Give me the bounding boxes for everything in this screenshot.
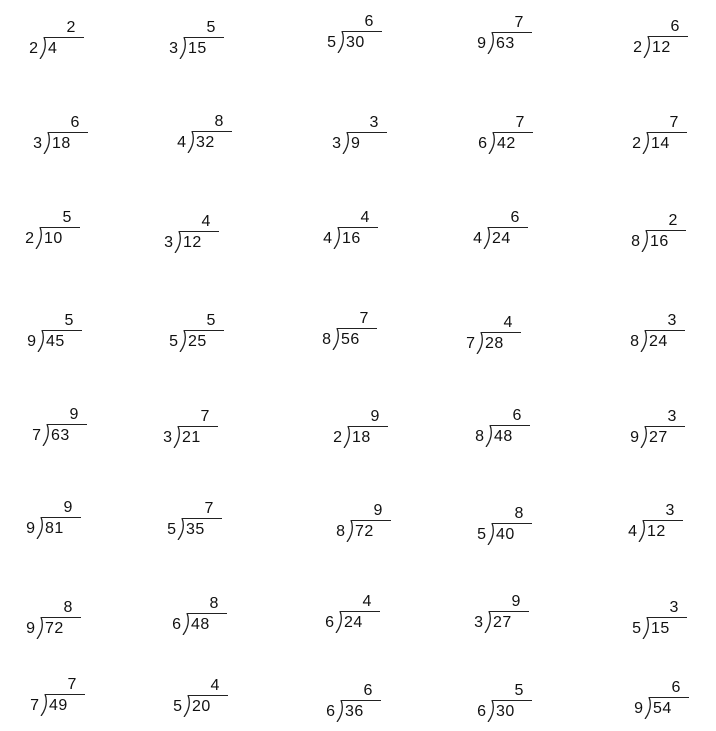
divisor: 5 — [327, 34, 336, 51]
division-problem — [473, 115, 563, 159]
divisor: 6 — [478, 135, 487, 152]
division-overline — [44, 37, 84, 38]
division-problem — [172, 114, 262, 158]
divisor: 7 — [466, 335, 475, 352]
division-problem — [469, 594, 559, 638]
division-problem — [461, 315, 551, 359]
dividend: 15 — [651, 620, 670, 637]
quotient: 4 — [201, 213, 211, 230]
division-bracket-icon — [43, 132, 52, 154]
quotient: 5 — [514, 682, 524, 699]
dividend: 28 — [485, 335, 504, 352]
division-overline — [41, 517, 81, 518]
division-overline — [337, 328, 377, 329]
division-bracket-icon — [333, 227, 342, 249]
quotient: 6 — [670, 18, 680, 35]
division-problem — [628, 19, 716, 63]
division-problem — [470, 408, 560, 452]
division-bracket-icon — [642, 132, 651, 154]
divisor: 9 — [26, 620, 35, 637]
division-bracket-icon — [484, 611, 493, 633]
division-problem — [21, 600, 111, 644]
divisor: 3 — [169, 40, 178, 57]
quotient: 8 — [214, 113, 224, 130]
division-problem — [468, 210, 558, 254]
divisor: 8 — [336, 523, 345, 540]
division-bracket-icon — [182, 613, 191, 635]
division-problem — [24, 20, 114, 64]
division-problem — [623, 503, 713, 547]
division-overline — [192, 131, 232, 132]
division-overline — [348, 426, 388, 427]
division-bracket-icon — [640, 330, 649, 352]
division-overline — [649, 697, 689, 698]
quotient: 8 — [514, 505, 524, 522]
divisor: 2 — [333, 429, 342, 446]
quotient: 3 — [667, 312, 677, 329]
division-overline — [489, 611, 529, 612]
division-overline — [492, 32, 532, 33]
division-bracket-icon — [346, 520, 355, 542]
quotient: 5 — [64, 312, 74, 329]
divisor: 7 — [30, 697, 39, 714]
divisor: 2 — [25, 230, 34, 247]
division-overline — [490, 425, 530, 426]
division-bracket-icon — [173, 426, 182, 448]
dividend: 16 — [342, 230, 361, 247]
division-overline — [351, 520, 391, 521]
quotient: 6 — [512, 407, 522, 424]
divisor: 3 — [163, 429, 172, 446]
dividend: 35 — [186, 521, 205, 538]
division-bracket-icon — [187, 131, 196, 153]
quotient: 5 — [206, 19, 216, 36]
divisor: 5 — [173, 698, 182, 715]
division-problem — [321, 683, 411, 727]
dividend: 18 — [352, 429, 371, 446]
divisor: 4 — [323, 230, 332, 247]
division-problem — [21, 500, 111, 544]
quotient: 6 — [70, 114, 80, 131]
division-problem — [625, 313, 715, 357]
divisor: 3 — [33, 135, 42, 152]
dividend: 12 — [652, 39, 671, 56]
division-overline — [643, 520, 683, 521]
quotient: 7 — [204, 500, 214, 517]
division-problem — [327, 115, 417, 159]
quotient: 7 — [359, 310, 369, 327]
dividend: 21 — [182, 429, 201, 446]
quotient: 2 — [66, 19, 76, 36]
division-overline — [40, 227, 80, 228]
divisor: 7 — [32, 427, 41, 444]
division-bracket-icon — [476, 332, 485, 354]
division-bracket-icon — [342, 132, 351, 154]
division-bracket-icon — [642, 617, 651, 639]
dividend: 81 — [45, 520, 64, 537]
division-bracket-icon — [179, 330, 188, 352]
division-bracket-icon — [335, 611, 344, 633]
division-overline — [338, 227, 378, 228]
division-bracket-icon — [36, 517, 45, 539]
dividend: 20 — [192, 698, 211, 715]
quotient: 3 — [665, 502, 675, 519]
division-overline — [646, 230, 686, 231]
division-bracket-icon — [641, 230, 650, 252]
quotient: 7 — [515, 114, 525, 131]
division-bracket-icon — [39, 37, 48, 59]
dividend: 40 — [496, 526, 515, 543]
division-overline — [647, 617, 687, 618]
division-problem — [167, 596, 257, 640]
division-problem — [317, 311, 407, 355]
quotient: 4 — [503, 314, 513, 331]
quotient: 2 — [668, 212, 678, 229]
quotient: 9 — [373, 502, 383, 519]
divisor: 6 — [477, 703, 486, 720]
dividend: 12 — [183, 234, 202, 251]
division-overline — [493, 132, 533, 133]
quotient: 9 — [69, 406, 79, 423]
division-bracket-icon — [487, 523, 496, 545]
dividend: 9 — [351, 135, 361, 152]
dividend: 36 — [345, 703, 364, 720]
division-overline — [340, 611, 380, 612]
divisor: 8 — [475, 428, 484, 445]
division-bracket-icon — [487, 32, 496, 54]
division-problem — [627, 115, 716, 159]
dividend: 25 — [188, 333, 207, 350]
division-problem — [322, 14, 412, 58]
division-overline — [42, 330, 82, 331]
quotient: 3 — [669, 599, 679, 616]
dividend: 63 — [496, 35, 515, 52]
division-overline — [188, 695, 228, 696]
division-bracket-icon — [36, 617, 45, 639]
division-problem — [27, 407, 117, 451]
division-bracket-icon — [35, 227, 44, 249]
division-problem — [331, 503, 421, 547]
quotient: 6 — [364, 13, 374, 30]
divisor: 9 — [630, 429, 639, 446]
quotient: 3 — [667, 408, 677, 425]
divisor: 8 — [631, 233, 640, 250]
quotient: 4 — [210, 677, 220, 694]
division-overline — [341, 700, 381, 701]
dividend: 27 — [493, 614, 512, 631]
division-overline — [47, 424, 87, 425]
division-bracket-icon — [485, 425, 494, 447]
division-bracket-icon — [177, 518, 186, 540]
division-overline — [48, 132, 88, 133]
dividend: 24 — [649, 333, 668, 350]
dividend: 24 — [492, 230, 511, 247]
division-problem — [320, 594, 410, 638]
dividend: 4 — [48, 40, 58, 57]
quotient: 7 — [200, 408, 210, 425]
division-problem — [629, 680, 716, 724]
divisor: 4 — [473, 230, 482, 247]
dividend: 27 — [649, 429, 668, 446]
division-bracket-icon — [487, 700, 496, 722]
division-overline — [179, 231, 219, 232]
divisor: 9 — [27, 333, 36, 350]
divisor: 4 — [628, 523, 637, 540]
division-overline — [45, 694, 85, 695]
division-bracket-icon — [343, 426, 352, 448]
dividend: 14 — [651, 135, 670, 152]
quotient: 5 — [206, 312, 216, 329]
quotient: 7 — [67, 676, 77, 693]
division-problem — [159, 214, 249, 258]
dividend: 54 — [653, 700, 672, 717]
dividend: 45 — [46, 333, 65, 350]
dividend: 48 — [494, 428, 513, 445]
divisor: 3 — [474, 614, 483, 631]
division-bracket-icon — [638, 520, 647, 542]
division-bracket-icon — [488, 132, 497, 154]
dividend: 32 — [196, 134, 215, 151]
dividend: 49 — [49, 697, 68, 714]
division-bracket-icon — [640, 426, 649, 448]
dividend: 56 — [341, 331, 360, 348]
division-problem — [162, 501, 252, 545]
division-problem — [158, 409, 248, 453]
division-problem — [28, 115, 118, 159]
division-overline — [347, 132, 387, 133]
dividend: 24 — [344, 614, 363, 631]
quotient: 7 — [669, 114, 679, 131]
divisor: 9 — [634, 700, 643, 717]
division-overline — [645, 330, 685, 331]
dividend: 30 — [496, 703, 515, 720]
division-bracket-icon — [337, 31, 346, 53]
division-problem — [472, 15, 562, 59]
divisor: 8 — [322, 331, 331, 348]
dividend: 15 — [188, 40, 207, 57]
divisor: 3 — [332, 135, 341, 152]
division-overline — [178, 426, 218, 427]
division-bracket-icon — [174, 231, 183, 253]
divisor: 6 — [325, 614, 334, 631]
quotient: 6 — [363, 682, 373, 699]
division-bracket-icon — [37, 330, 46, 352]
dividend: 10 — [44, 230, 63, 247]
dividend: 63 — [51, 427, 70, 444]
quotient: 9 — [63, 499, 73, 516]
quotient: 7 — [514, 14, 524, 31]
division-bracket-icon — [336, 700, 345, 722]
divisor: 9 — [477, 35, 486, 52]
division-bracket-icon — [179, 37, 188, 59]
divisor: 2 — [29, 40, 38, 57]
division-problem — [164, 20, 254, 64]
division-overline — [41, 617, 81, 618]
quotient: 6 — [510, 209, 520, 226]
divisor: 5 — [632, 620, 641, 637]
division-overline — [481, 332, 521, 333]
division-overline — [492, 700, 532, 701]
dividend: 30 — [346, 34, 365, 51]
divisor: 8 — [630, 333, 639, 350]
divisor: 3 — [164, 234, 173, 251]
division-problem — [626, 213, 716, 257]
division-problem — [625, 409, 715, 453]
division-overline — [488, 227, 528, 228]
division-problem — [25, 677, 115, 721]
division-overline — [184, 37, 224, 38]
divisor: 2 — [633, 39, 642, 56]
division-problem — [318, 210, 408, 254]
division-bracket-icon — [183, 695, 192, 717]
quotient: 8 — [209, 595, 219, 612]
division-overline — [492, 523, 532, 524]
dividend: 12 — [647, 523, 666, 540]
quotient: 4 — [362, 593, 372, 610]
divisor: 4 — [177, 134, 186, 151]
division-problem — [627, 600, 716, 644]
division-problem — [328, 409, 418, 453]
quotient: 3 — [369, 114, 379, 131]
quotient: 9 — [511, 593, 521, 610]
division-problem — [164, 313, 254, 357]
dividend: 72 — [355, 523, 374, 540]
division-overline — [342, 31, 382, 32]
divisor: 5 — [169, 333, 178, 350]
division-overline — [184, 330, 224, 331]
division-problem — [472, 683, 562, 727]
division-bracket-icon — [644, 697, 653, 719]
quotient: 5 — [62, 209, 72, 226]
quotient: 9 — [370, 408, 380, 425]
divisor: 6 — [172, 616, 181, 633]
dividend: 42 — [497, 135, 516, 152]
quotient: 4 — [360, 209, 370, 226]
divisor: 5 — [167, 521, 176, 538]
division-problem — [472, 506, 562, 550]
division-bracket-icon — [40, 694, 49, 716]
division-bracket-icon — [483, 227, 492, 249]
division-overline — [647, 132, 687, 133]
division-overline — [187, 613, 227, 614]
division-overline — [182, 518, 222, 519]
dividend: 18 — [52, 135, 71, 152]
division-problem — [22, 313, 112, 357]
divisor: 9 — [26, 520, 35, 537]
division-bracket-icon — [42, 424, 51, 446]
quotient: 8 — [63, 599, 73, 616]
dividend: 48 — [191, 616, 210, 633]
division-overline — [648, 36, 688, 37]
quotient: 6 — [671, 679, 681, 696]
division-bracket-icon — [332, 328, 341, 350]
division-problem — [20, 210, 110, 254]
divisor: 6 — [326, 703, 335, 720]
divisor: 2 — [632, 135, 641, 152]
divisor: 5 — [477, 526, 486, 543]
dividend: 16 — [650, 233, 669, 250]
dividend: 72 — [45, 620, 64, 637]
division-bracket-icon — [643, 36, 652, 58]
division-overline — [645, 426, 685, 427]
division-problem — [168, 678, 258, 722]
